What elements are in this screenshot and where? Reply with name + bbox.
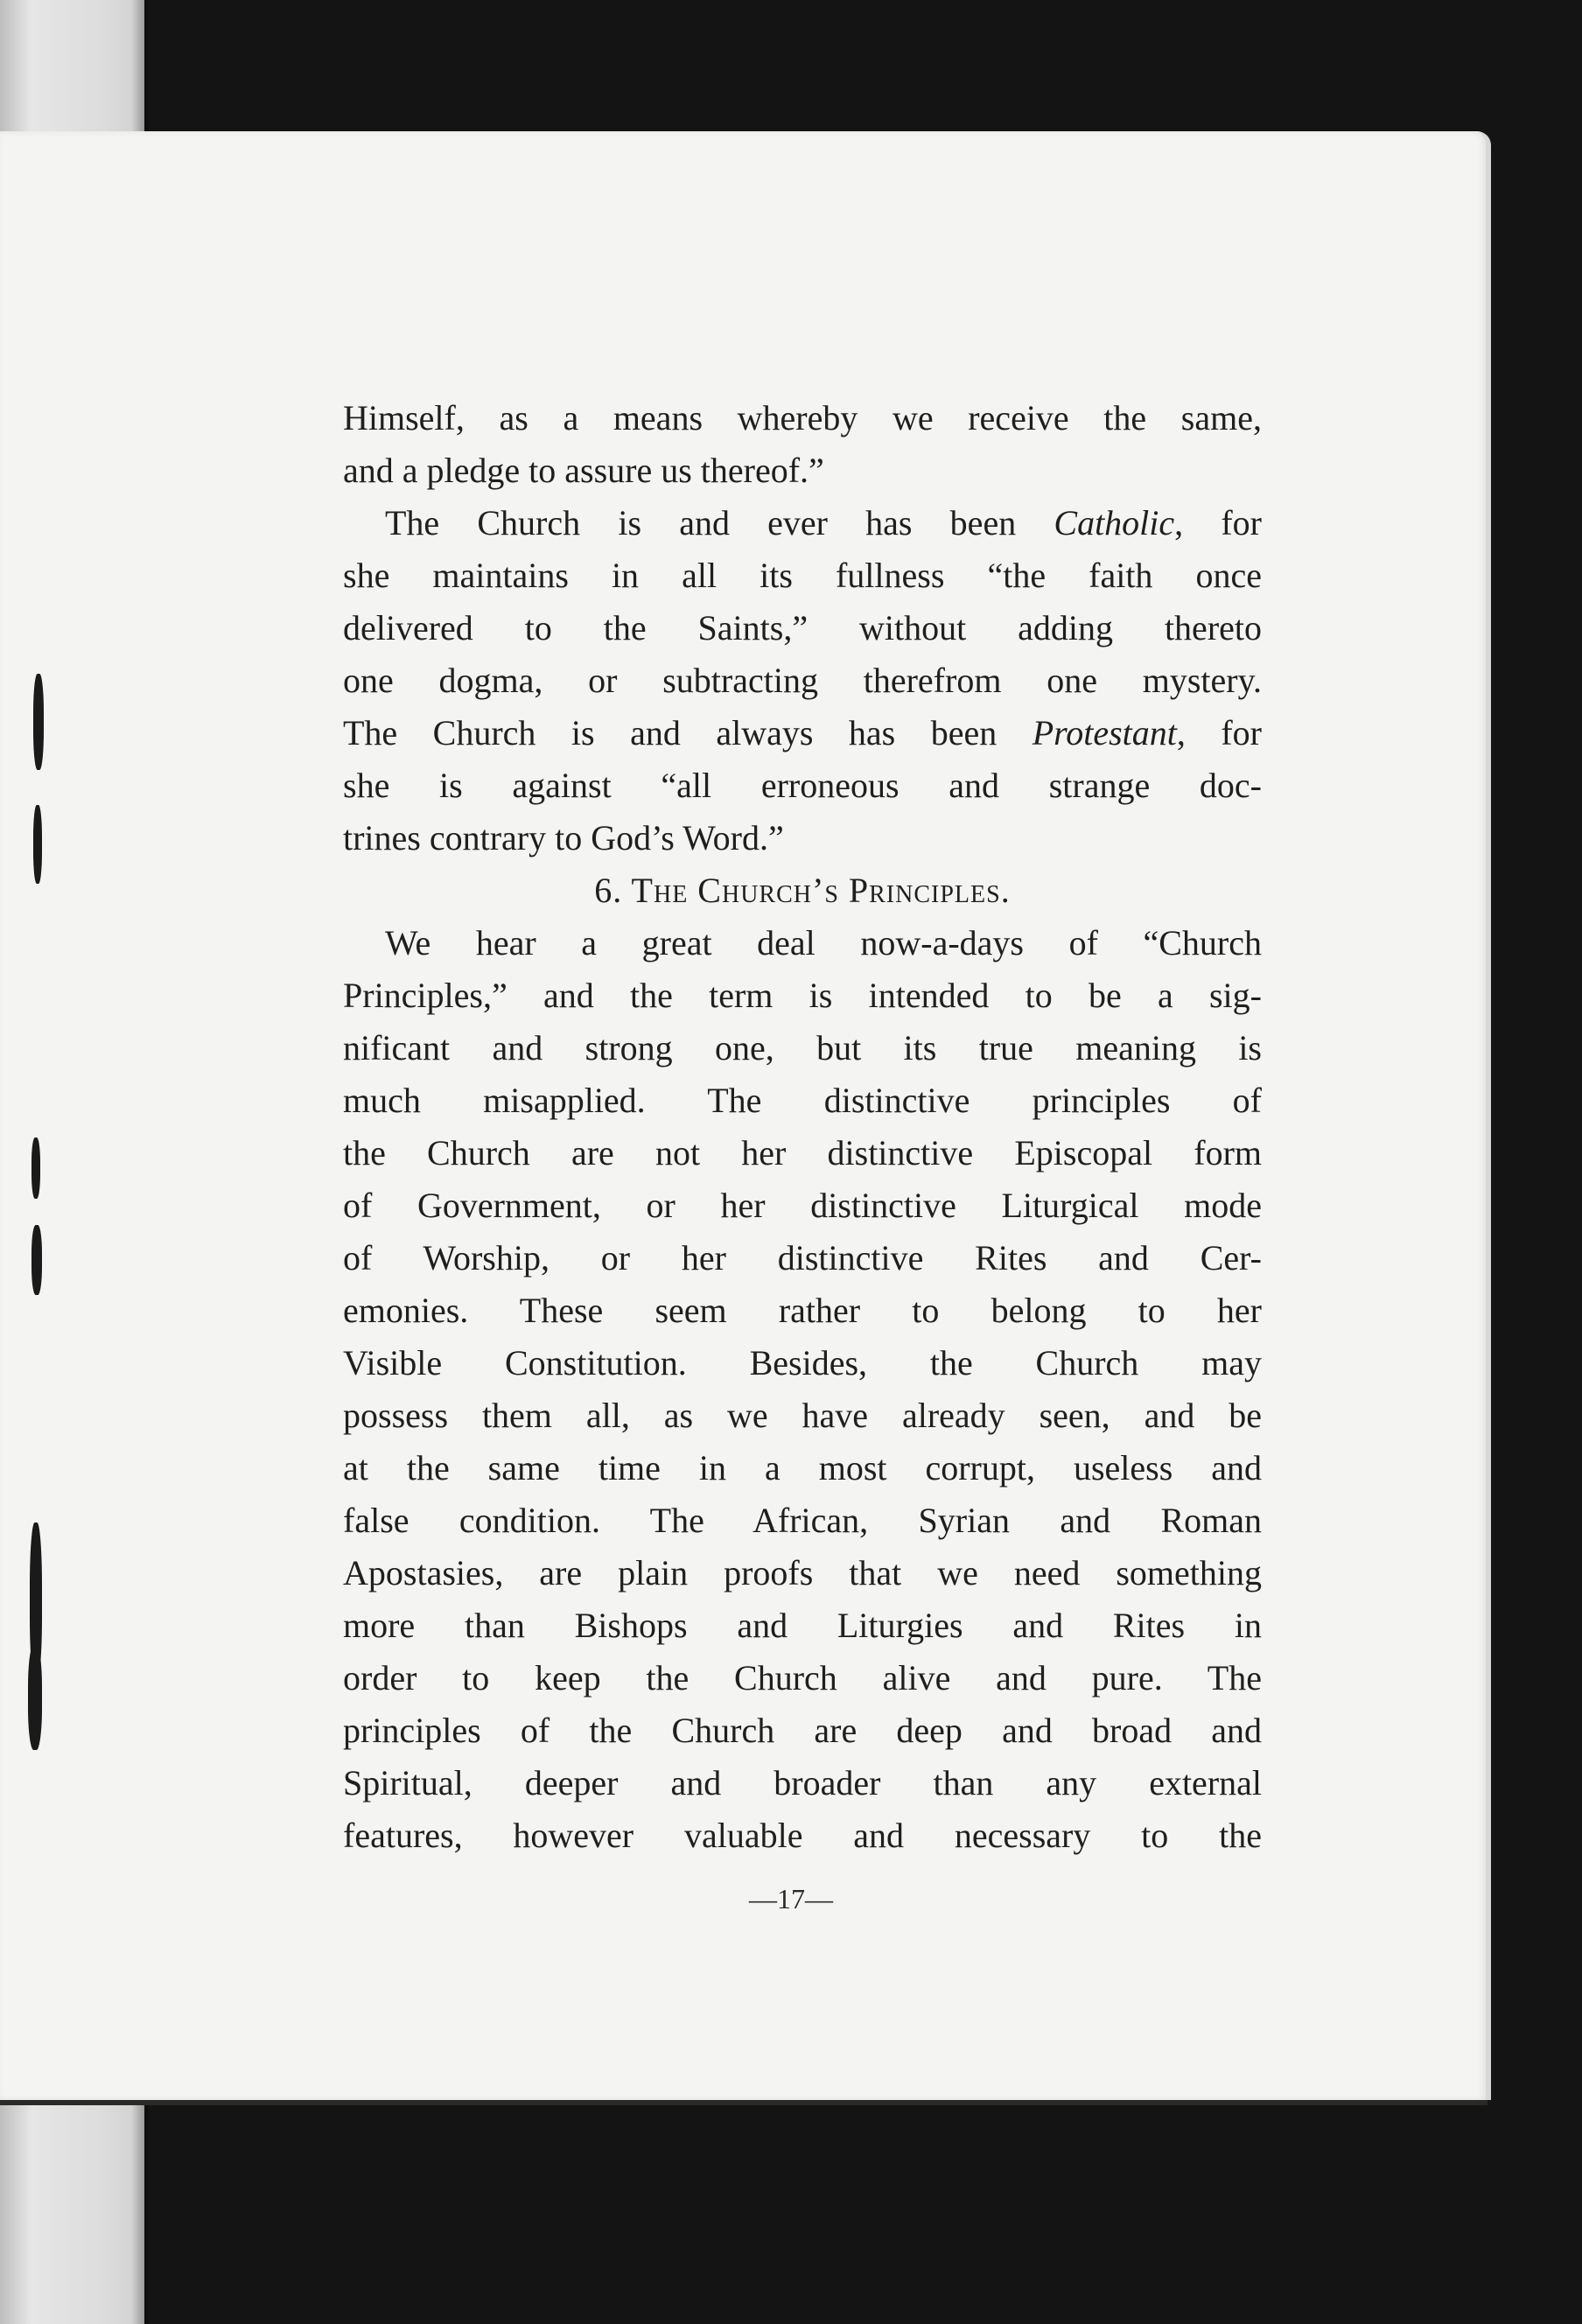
text-line: emonies. These seem rather to belong to her bbox=[343, 1291, 1262, 1330]
text-line: features, however valuable and necessary to the bbox=[343, 1816, 1262, 1855]
binding-thread-mark bbox=[33, 674, 44, 770]
text-line: more than Bishops and Liturgies and Rites in bbox=[343, 1606, 1262, 1645]
binding-thread-mark bbox=[33, 805, 42, 884]
text-line: Visible Constitution. Besides, the Church may bbox=[343, 1343, 1262, 1382]
text-line: false condition. The African, Syrian and Roman bbox=[343, 1501, 1262, 1540]
text-fragment: The Church is and ever has been bbox=[385, 503, 1054, 542]
text-line bbox=[343, 497, 1262, 550]
text-line: trines contrary to God’s Word.” bbox=[343, 818, 784, 858]
text-line: Spiritual, deeper and broader than any external bbox=[343, 1763, 1262, 1802]
text-line: one dogma, or subtracting therefrom one mystery. bbox=[343, 661, 1262, 700]
section-heading: 6. The Church’s Principles. bbox=[594, 871, 1011, 910]
text-line: delivered to the Saints,” without adding thereto bbox=[343, 608, 1262, 648]
text-line: order to keep the Church alive and pure. The bbox=[343, 1658, 1262, 1698]
text-line: much misapplied. The distinctive principles of bbox=[343, 1081, 1262, 1120]
text-line bbox=[343, 707, 1262, 760]
text-line: Principles,” and the term is intended to be a sig- bbox=[343, 976, 1262, 1015]
text-line: at the same time in a most corrupt, useless and bbox=[343, 1448, 1262, 1488]
text-line: nificant and strong one, but its true meaning is bbox=[343, 1028, 1262, 1068]
text-line: Himself, as a means whereby we receive the same, bbox=[343, 398, 1262, 438]
page-bottom-edge bbox=[0, 2100, 1488, 2105]
text-line: the Church are not her distinctive Episcopal form bbox=[343, 1133, 1262, 1172]
body-text bbox=[343, 392, 1262, 1862]
text-fragment: The Church is and always has been bbox=[343, 713, 1032, 752]
text-fragment: , for bbox=[1176, 713, 1263, 752]
text-line: of Government, or her distinctive Liturgical mode bbox=[343, 1186, 1262, 1225]
italic-term: Protestant bbox=[1032, 713, 1177, 752]
text-line: she maintains in all its fullness “the faith once bbox=[343, 556, 1262, 595]
text-line: possess them all, as we have already seen, and be bbox=[343, 1396, 1262, 1435]
text-line: principles of the Church are deep and broad and bbox=[343, 1711, 1262, 1750]
text-line: Apostasies, are plain proofs that we need something bbox=[343, 1553, 1262, 1592]
italic-term: Catholic bbox=[1054, 503, 1175, 542]
binding-thread-mark bbox=[32, 1225, 42, 1295]
text-fragment: , for bbox=[1174, 503, 1263, 542]
text-line: We hear a great deal now-a-days of “Church bbox=[385, 923, 1262, 962]
binding-thread-mark bbox=[32, 1138, 40, 1199]
text-line: she is against “all erroneous and strange doc- bbox=[343, 766, 1262, 805]
text-line: and a pledge to assure us thereof.” bbox=[343, 451, 824, 490]
page-number: —17— bbox=[749, 1883, 833, 1914]
binding-thread-mark bbox=[28, 1645, 42, 1750]
text-line: of Worship, or her distinctive Rites and Cer- bbox=[343, 1238, 1262, 1278]
